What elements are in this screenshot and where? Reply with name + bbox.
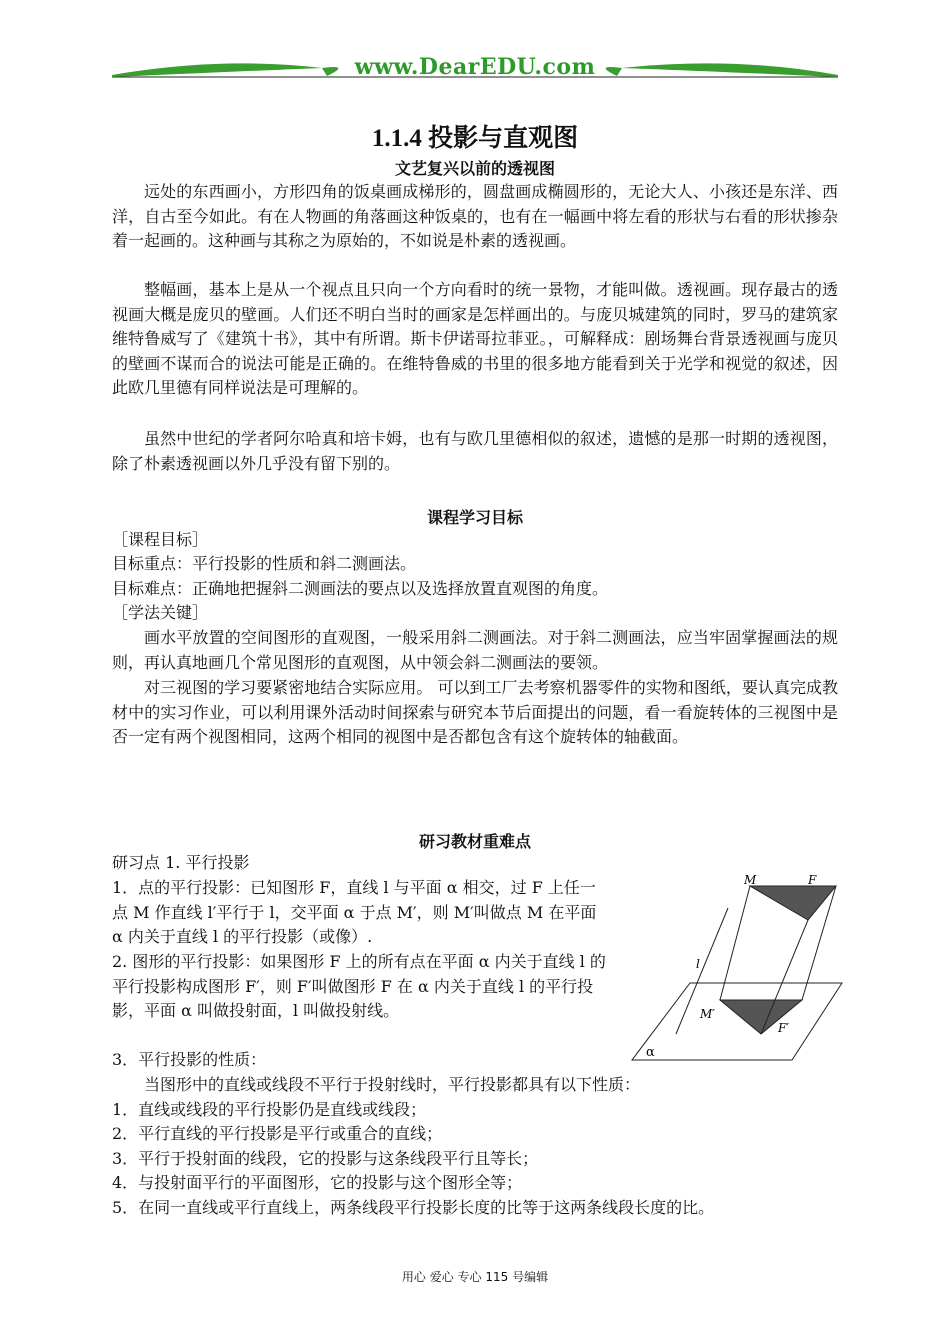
section-heading-key-points: 研习教材重难点: [418, 832, 531, 851]
definition-figure-projection: 2. 图形的平行投影：如果图形 F 上的所有点在平面 α 内关于直线 l 的平行投影构成图形 F′，则 F′叫做图形 F 在 α 内关于直线 l 的平行投影，平面 α 叫做投射面，l 叫做投射线。: [112, 952, 606, 1020]
page-title: 1.1.4 投影与直观图: [371, 125, 579, 152]
label-alpha: α: [646, 1045, 655, 1060]
label-f: F: [808, 873, 817, 887]
label-m-prime: M′: [700, 1007, 716, 1021]
label-f-prime: F′: [778, 1021, 790, 1035]
property-item: 1．直线或线段的平行投影仍是直线或线段；: [112, 1100, 427, 1119]
properties-heading: 3．平行投影的性质：: [112, 1050, 267, 1069]
definition-point-projection: 1．点的平行投影：已知图形 F，直线 l 与平面 α 相交，过 F 上任一点 M 作直线 l′平行于 l，交平面 α 于点 M′，则 M′叫做点 M 在平面 α 内关于直线 l 的平行投影（或像）.: [112, 878, 597, 946]
method-label: ［学法关键］: [112, 603, 209, 622]
paragraph: 画水平放置的空间图形的直观图，一般采用斜二测画法。对于斜二测画法，应当牢固掌握画法的规则，再认真地画几个常见图形的直观图，从中领会斜二测画法的要领。: [112, 628, 838, 672]
subheading: 研习点 1. 平行投影: [112, 853, 250, 872]
site-header: [112, 48, 838, 82]
goal-difficulty: 目标难点：正确地把握斜二测画法的要点以及选择放置直观图的角度。: [112, 579, 609, 598]
goal-key-point: 目标重点：平行投影的性质和斜二测画法。: [112, 554, 417, 573]
label-l: l: [696, 957, 700, 971]
section-heading-goals: 课程学习目标: [426, 508, 523, 527]
goal-label: ［课程目标］: [112, 530, 209, 549]
site-name: www.DearEDU.com: [354, 54, 596, 80]
property-item: 2．平行直线的平行投影是平行或重合的直线；: [112, 1124, 443, 1143]
page-footer: 用心 爱心 专心 115 号编辑: [401, 1270, 549, 1284]
property-item: 3．平行于投射面的线段，它的投影与这条线段平行且等长；: [112, 1149, 539, 1168]
paragraph: 虽然中世纪的学者阿尔哈真和培卡姆，也有与欧几里德相似的叙述，遗憾的是那一时期的透视图，除了朴素透视画以外几乎没有留下别的。: [112, 429, 838, 473]
parallel-projection-diagram: [630, 868, 845, 1068]
section-heading-perspective: 文艺复兴以前的透视图: [394, 159, 555, 178]
label-m: M: [744, 873, 757, 887]
property-item: 5．在同一直线或平行直线上，两条线段平行投影长度的比等于这两条线段长度的比。: [112, 1198, 715, 1217]
property-item: 4．与投射面平行的平面图形，它的投影与这个图形全等；: [112, 1173, 523, 1192]
paragraph: 整幅画，基本上是从一个视点且只向一个方向看时的统一景物，才能叫做。透视画。现存最古的透视画大概是庞贝的壁画。人们还不明白当时的画家是怎样画出的。与庞贝城建筑的同时，罗马的建筑家维特鲁威写了《建筑十书》，其中有所谓。斯卡伊诺哥拉菲亚。，可解释成：剧场舞台背景透视画与庞贝的壁画不谋而合的说法可能是正确的。在维特鲁威的书里的很多地方能看到关于光学和视觉的叙述，因此欧几里德有同样说法是可理解的。: [112, 280, 838, 397]
paragraph: 远处的东西画小，方形四角的饭桌画成梯形的，圆盘画成椭圆形的，无论大人、小孩还是东洋、西洋，自古至今如此。有在人物画的角落画这种饭桌的，也有在一幅画中将左看的形状与右看的形状掺杂着一起画的。这种画与其称之为原始的，不如说是朴素的透视画。: [112, 182, 838, 250]
properties-intro: 当图形中的直线或线段不平行于投射线时，平行投影都具有以下性质：: [144, 1075, 641, 1094]
paragraph: 对三视图的学习要紧密地结合实际应用。 可以到工厂去考察机器零件的实物和图纸，要认真完成教材中的实习作业，可以利用课外活动时间探索与研究本节后面提出的问题，看一看旋转体的三视图中是否一定有两个视图相同，这两个相同的视图中是否都包含有这个旋转体的轴截面。: [112, 678, 838, 746]
